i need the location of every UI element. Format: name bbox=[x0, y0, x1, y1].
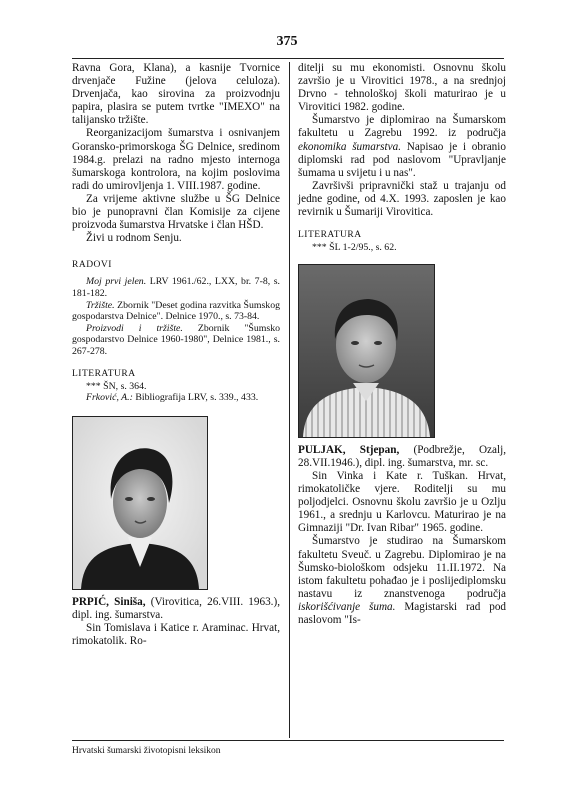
work-title: Tržište. bbox=[86, 299, 115, 311]
entry-puljak bbox=[298, 444, 506, 470]
page-number: 375 bbox=[276, 34, 298, 49]
bibliography-entry bbox=[72, 300, 280, 323]
field-name: iskorišćivanje šuma. bbox=[298, 600, 396, 613]
work-title: Moj prvi jelen. bbox=[86, 276, 147, 288]
entry-name: PULJAK, Stjepan, bbox=[298, 443, 400, 456]
paragraph: Sin Tomislava i Katice r. Araminac. Hrvat, rimokatolik. Ro- bbox=[72, 622, 280, 648]
literature-details: Bibliografija LRV, s. 339., 433. bbox=[132, 392, 259, 404]
section-heading-radovi: RADOVI bbox=[72, 260, 112, 271]
entry-details: (Podbrežje, Ozalj, 28.VII.1946.), dipl. ing. šumarstva, mr. sc. bbox=[298, 443, 506, 469]
section-heading-literatura: LITERATURA bbox=[298, 230, 362, 241]
left-column bbox=[72, 62, 280, 648]
work-details: Zbornik "Deset godina razvitka Šumskog gospodarstva Delnice". Delnice 1970., s. 73-84. bbox=[72, 299, 280, 323]
entry-name: PRPIĆ, Siniša, bbox=[72, 595, 146, 608]
paragraph: Za vrijeme aktivne službe u ŠG Delnice bio je punopravni član Komisije za cijene proizvoda šumarstva Hrvatske i član HŠD. bbox=[72, 192, 280, 232]
paragraph: ditelji su mu ekonomisti. Osnovnu školu završio je u Virovitici 1978., a na srednjoj Drvno - tehnološkoj školi maturirao je u Virovitici 1982. godine. bbox=[298, 62, 506, 114]
portrait-photo-puljak bbox=[298, 264, 435, 438]
work-details: Zbornik "Šumsko gospodarstvo Delnice 1960-1980", Delnice 1981., s. 267-278. bbox=[72, 322, 280, 357]
text-run: Napisao je i obranio diplomski rad pod naslovom "Upravljanje šumama u svijetu i u nas". bbox=[298, 140, 506, 179]
work-title: Proizvodi i tržište. bbox=[86, 322, 183, 334]
bottom-rule bbox=[72, 740, 504, 741]
paragraph: Reorganizacijom šumarstva i osnivanjem Goransko-primorskoga ŠG Delnice, sredinom 1984.g. prelazi na radno mjesto internoga šumarskoga kontrolora, na kojim poslovima radi do umirovljenja 1. VIII.1987. godine. bbox=[72, 127, 280, 192]
portrait-image bbox=[299, 265, 434, 437]
bibliography-entry bbox=[72, 276, 280, 299]
entry-prpic bbox=[72, 596, 280, 622]
field-name: ekonomika šumarstva. bbox=[298, 140, 401, 153]
paragraph: Završivši pripravnički staž u trajanju od jedne godine, od 4.X. 1993. zaposlen je kao revirnik u Šumariji Virovitica. bbox=[298, 179, 506, 219]
literature-entry bbox=[72, 392, 280, 404]
paragraph: Ravna Gora, Klana), a kasnije Tvornice drvenjače Fužine (jelova celuloza). Drvenjača, kao sirovina za proizvodnju papira, plasira se putem tvrtke "IMEXO" na talijansko tržište. bbox=[72, 62, 280, 127]
work-details: LRV 1961./62., LXX, br. 7-8, s. 181-182. bbox=[72, 276, 280, 299]
paragraph bbox=[298, 535, 506, 627]
text-run: Šumarstvo je studirao na Šumarskom fakultetu Sveuč. u Zagrebu. Diplomirao je na Šumsko-biološkom odsjeku 11.II.1972. Na istom fakultetu pohađao je i poslijediplomsku nastavu iz znanstvenoga područja bbox=[298, 535, 506, 600]
text-run: Magistarski rad pod naslovom "Is- bbox=[298, 600, 507, 627]
column-divider bbox=[289, 62, 290, 738]
portrait-image bbox=[73, 417, 207, 589]
paragraph: Živi u rodnom Senju. bbox=[86, 232, 182, 245]
footer-text: Hrvatski šumarski životopisni leksikon bbox=[72, 746, 221, 756]
paragraph: Sin Vinka i Kate r. Tuškan. Hrvat, rimokatoličke vjere. Roditelji su mu poljodjelci. Osnovnu školu završio je u Ozlju 1961., a srednju u Karlovcu. Maturirao je na Gimnaziji "Dr. Ivan Ribar" 1965. godine. bbox=[298, 470, 506, 535]
literature-entry: *** ŠL 1-2/95., s. 62. bbox=[312, 242, 397, 254]
section-heading-literatura: LITERATURA bbox=[72, 368, 136, 379]
bibliography-entry bbox=[72, 323, 280, 358]
top-rule bbox=[72, 58, 504, 59]
paragraph bbox=[298, 114, 506, 179]
entry-details: (Virovitica, 26.VIII. 1963.), dipl. ing. šumarstva. bbox=[72, 595, 281, 621]
text-run: Šumarstvo je diplomirao na Šumarskom fakultetu u Zagrebu 1992. iz područja bbox=[298, 114, 506, 140]
right-column bbox=[298, 62, 506, 627]
literature-entry: *** ŠN, s. 364. bbox=[86, 380, 147, 392]
portrait-photo-prpic bbox=[72, 416, 208, 590]
literature-author: Frković, A.: bbox=[86, 392, 133, 404]
